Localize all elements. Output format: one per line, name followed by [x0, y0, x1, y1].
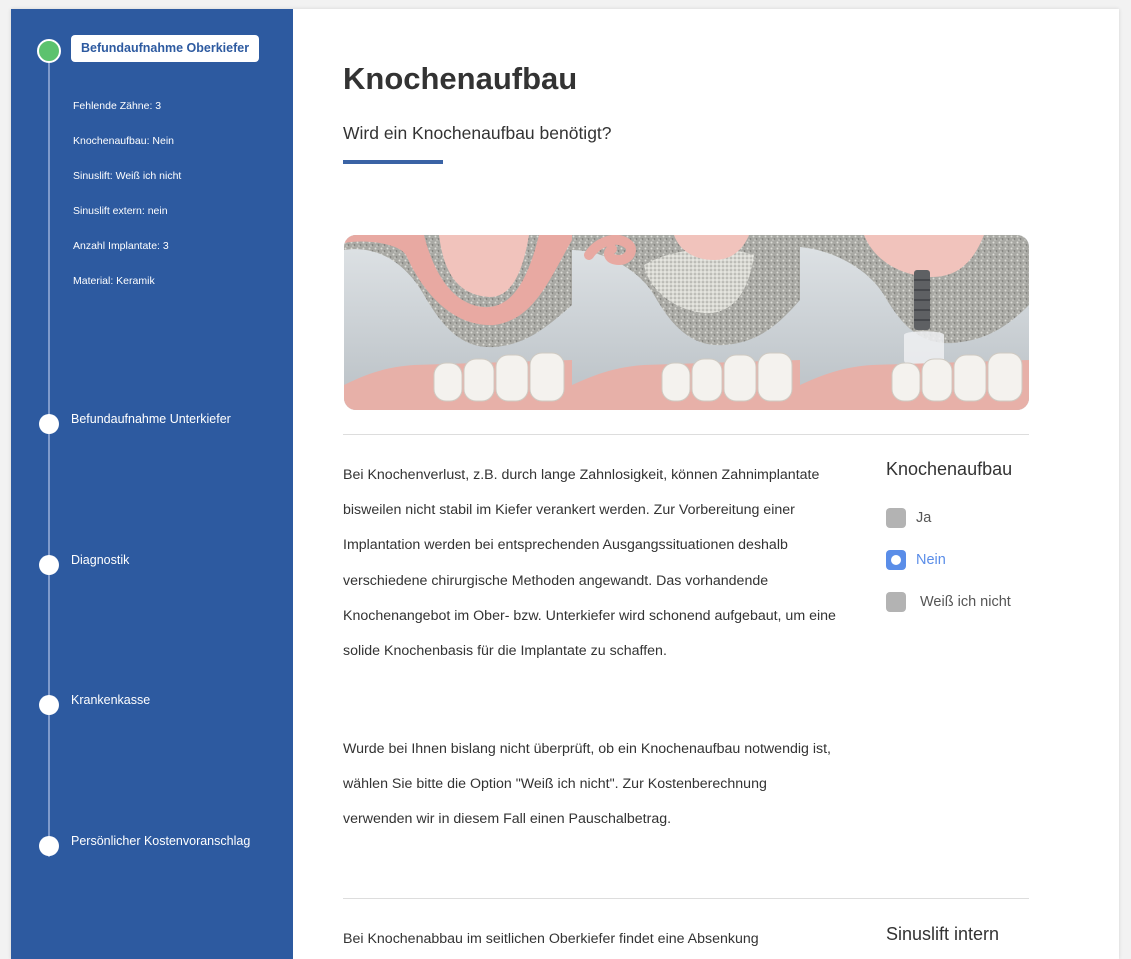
checkbox-weiss-ich-nicht[interactable] — [886, 592, 906, 612]
sinuslift-description: Bei Knochenabbau im seitlichen Oberkiefer findet eine Absenkung — [343, 931, 759, 947]
sinuslift-intern-heading: Sinuslift intern — [886, 924, 1000, 944]
step-dot-krankenkasse — [39, 695, 59, 715]
summary-missing-teeth: Fehlende Zähne: 3 — [73, 100, 162, 112]
active-step-pill[interactable]: Befundaufnahme Oberkiefer — [71, 35, 259, 62]
step-dot-kostenvoranschlag — [39, 836, 59, 856]
summary-sinuslift: Sinuslift: Weiß ich nicht — [73, 170, 182, 182]
panel-3 — [800, 235, 1029, 410]
option-nein[interactable] — [886, 550, 946, 570]
bone-augmentation-heading: Knochenaufbau — [886, 459, 1013, 479]
summary-sinuslift-external: Sinuslift extern: nein — [73, 205, 168, 217]
panel-2 — [572, 235, 800, 410]
checkbox-nein[interactable] — [886, 550, 906, 570]
option-nein-label: Nein — [916, 552, 946, 568]
summary-implant-count: Anzahl Implantate: 3 — [73, 240, 169, 252]
option-weiss-ich-nicht[interactable] — [886, 592, 1011, 612]
page-subtitle: Wird ein Knochenaufbau benötigt? — [343, 123, 612, 143]
progress-sidebar — [11, 9, 293, 959]
illustration-svg — [344, 235, 1029, 410]
divider-1 — [343, 434, 1029, 435]
step-dot-active — [37, 39, 61, 63]
page-title: Knochenaufbau — [343, 61, 578, 96]
step-krankenkasse[interactable]: Krankenkasse — [71, 693, 151, 707]
summary-bone-augmentation: Knochenaufbau: Nein — [73, 135, 174, 147]
step-unterkiefer[interactable]: Befundaufnahme Unterkiefer — [71, 412, 231, 426]
bone-loss-description: Bei Knochenverlust, z.B. durch lange Zahnlosigkeit, können Zahnimplantate bisweilen nicht stabil im Kiefer verankert werden. Zur Vorbereitung einer Implantation werden bei entsprechenden Ausgangssituationen deshalb verschiedene chirurgische Methoden angewandt. Das vorhandende Knochenangebot im Ober- bzw. Unterkiefer wird schonend aufgebaut, um eine solide Knochenbasis für die Implantate zu schaffen. — [343, 467, 836, 660]
title-underline — [343, 160, 443, 164]
summary-material: Material: Keramik — [73, 275, 155, 287]
option-weiss-ich-nicht-label: Weiß ich nicht — [920, 594, 1011, 610]
step-dot-unterkiefer — [39, 414, 59, 434]
step-diagnostik[interactable]: Diagnostik — [71, 553, 130, 567]
panel-1 — [344, 235, 572, 410]
timeline-line — [48, 49, 50, 857]
option-ja-label: Ja — [916, 510, 932, 526]
step-kostenvoranschlag[interactable]: Persönlicher Kostenvoranschlag — [71, 834, 251, 848]
bone-augmentation-illustration — [344, 235, 1029, 410]
option-ja[interactable] — [886, 508, 931, 528]
checkbox-ja[interactable] — [886, 508, 906, 528]
app-window — [11, 9, 1119, 959]
unknown-option-hint: Wurde bei Ihnen bislang nicht überprüft, ob ein Knochenaufbau notwendig ist, wählen Sie bitte die Option "Weiß ich nicht". Zur Kostenberechnung verwenden wir in diesem Fall einen Pauschalbetrag. — [343, 741, 831, 828]
main-content — [293, 9, 1119, 959]
step-dot-diagnostik — [39, 555, 59, 575]
divider-2 — [343, 898, 1029, 899]
